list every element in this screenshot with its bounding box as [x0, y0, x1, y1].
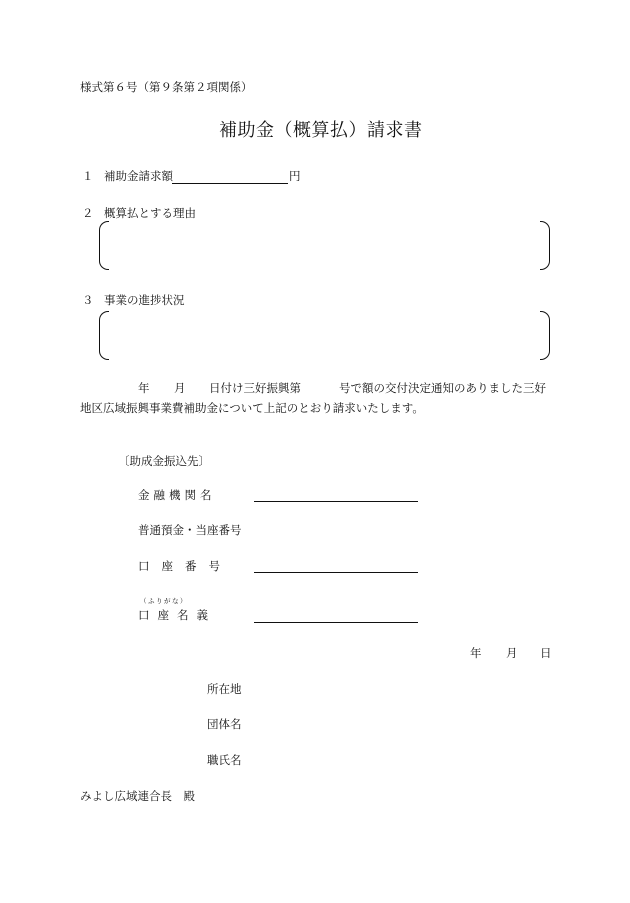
- document-title: 補助金（概算払）請求書: [219, 120, 423, 141]
- account-type-label: 普通預金・当座番号: [138, 523, 242, 537]
- form-number: 様式第６号（第９条第２項関係）: [80, 80, 253, 94]
- item2-label: 概算払とする理由: [104, 206, 196, 220]
- reason-field[interactable]: [112, 224, 536, 266]
- amount-field-line[interactable]: [172, 183, 288, 184]
- body-date-prefix: 日付け三好振興第: [209, 381, 301, 395]
- item1-unit: 円: [289, 169, 301, 183]
- progress-bracket-left: [99, 311, 109, 360]
- item1-label: 補助金請求額: [104, 169, 173, 183]
- applicant-name-label: 職氏名: [207, 753, 242, 767]
- date-day: 日: [540, 646, 552, 660]
- account-holder-label: 口座名義: [138, 608, 216, 622]
- account-holder-field[interactable]: [254, 622, 418, 623]
- date-month: 月: [506, 646, 518, 660]
- progress-field[interactable]: [112, 314, 536, 356]
- body-month: 月: [174, 381, 186, 395]
- bank-name-label: 金融機関名: [138, 488, 216, 502]
- date-year: 年: [470, 646, 482, 660]
- body-line2: 地区広域振興事業費補助金について上記のとおり請求いたします。: [80, 401, 424, 415]
- item3-label: 事業の進捗状況: [104, 293, 185, 307]
- item2-number: ２: [82, 206, 94, 220]
- transfer-heading: 〔助成金振込先〕: [118, 454, 210, 468]
- account-number-field[interactable]: [254, 572, 418, 573]
- reason-bracket-left: [99, 221, 109, 270]
- progress-bracket-right: [540, 311, 550, 360]
- item1-number: １: [82, 169, 94, 183]
- body-line1-rest: 号で額の交付決定通知のありました三好: [339, 381, 546, 395]
- bank-name-field[interactable]: [254, 501, 418, 502]
- applicant-address-label: 所在地: [207, 682, 242, 696]
- account-number-label: 口座番号: [138, 559, 232, 573]
- furigana-label: （ふりがな）: [140, 597, 188, 605]
- item3-number: ３: [82, 293, 94, 307]
- applicant-org-label: 団体名: [207, 717, 242, 731]
- addressee: みよし広域連合長 殿: [80, 789, 195, 803]
- reason-bracket-right: [540, 221, 550, 270]
- body-year: 年: [138, 381, 150, 395]
